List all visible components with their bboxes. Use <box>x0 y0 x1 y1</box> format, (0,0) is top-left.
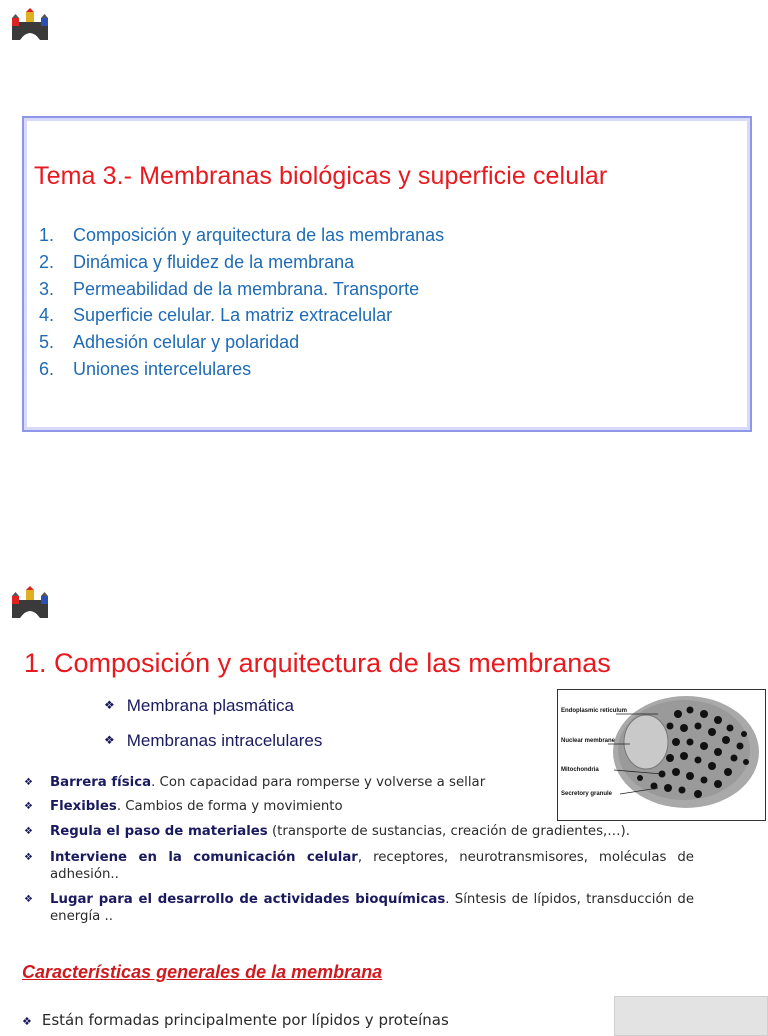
membrane-functions-list <box>22 774 694 933</box>
four-diamond-bullet-icon: ❖ <box>22 1015 32 1028</box>
list-item: ❖ Barrera física. Con capacidad para romperse y volverse a sellar <box>24 775 486 790</box>
four-diamond-bullet-icon: ❖ <box>104 733 115 747</box>
toc-item: 1. Composición y arquitectura de las membranas <box>39 225 445 245</box>
list-item: ❖ Lugar para el desarrollo de actividades bioquímicas. Síntesis de lípidos, transducción de energía .. <box>24 892 694 924</box>
figure-label-secretory: Secretory granule <box>561 791 613 797</box>
slide2-title: 1. Composición y arquitectura de las membranas <box>24 648 611 678</box>
toc-item: 4. Superficie celular. La matriz extracelular <box>39 305 393 326</box>
toc-item: 2. Dinámica y fluidez de la membrana <box>39 251 355 272</box>
toc-item: 5. Adhesión celular y polaridad <box>39 332 300 353</box>
four-diamond-bullet-icon: ❖ <box>24 894 33 905</box>
figure-label-mito: Mitochondria <box>561 767 599 773</box>
slide1-title-box <box>22 116 752 432</box>
university-logo-icon <box>10 8 50 42</box>
toc-item: 6. Uniones intercelulares <box>39 358 252 379</box>
list-item: ❖ Membranas intracelulares <box>104 731 323 750</box>
university-logo-icon <box>10 586 50 620</box>
list-item: ❖ Interviene en la comunicación celular, receptores, neurotransmisores, moléculas de adhesión.. <box>24 850 694 882</box>
figure-label-er: Endoplasmic reticulum <box>561 708 628 714</box>
four-diamond-bullet-icon: ❖ <box>24 801 33 812</box>
list-item: ❖ Flexibles. Cambios de forma y movimiento <box>24 799 343 814</box>
four-diamond-bullet-icon: ❖ <box>24 852 33 863</box>
table-of-contents <box>39 222 444 383</box>
list-item: ❖ Están formadas principalmente por lípidos y proteínas <box>22 1011 449 1029</box>
four-diamond-bullet-icon: ❖ <box>104 698 115 712</box>
micrograph-thumbnail <box>614 996 768 1036</box>
list-item: ❖ Membrana plasmática <box>104 696 295 715</box>
toc-item: 3. Permeabilidad de la membrana. Transporte <box>39 278 420 299</box>
slide1-title: Tema 3.- Membranas biológicas y superficie celular <box>34 162 608 190</box>
figure-label-nuclear: Nuclear membrane <box>561 738 616 744</box>
list-item: ❖ Regula el paso de materiales (transporte de sustancias, creación de gradientes,…). <box>24 824 630 839</box>
membrane-types-list <box>104 692 322 762</box>
section-heading: Características generales de la membrana <box>22 962 383 982</box>
four-diamond-bullet-icon: ❖ <box>24 826 33 837</box>
four-diamond-bullet-icon: ❖ <box>24 777 33 788</box>
